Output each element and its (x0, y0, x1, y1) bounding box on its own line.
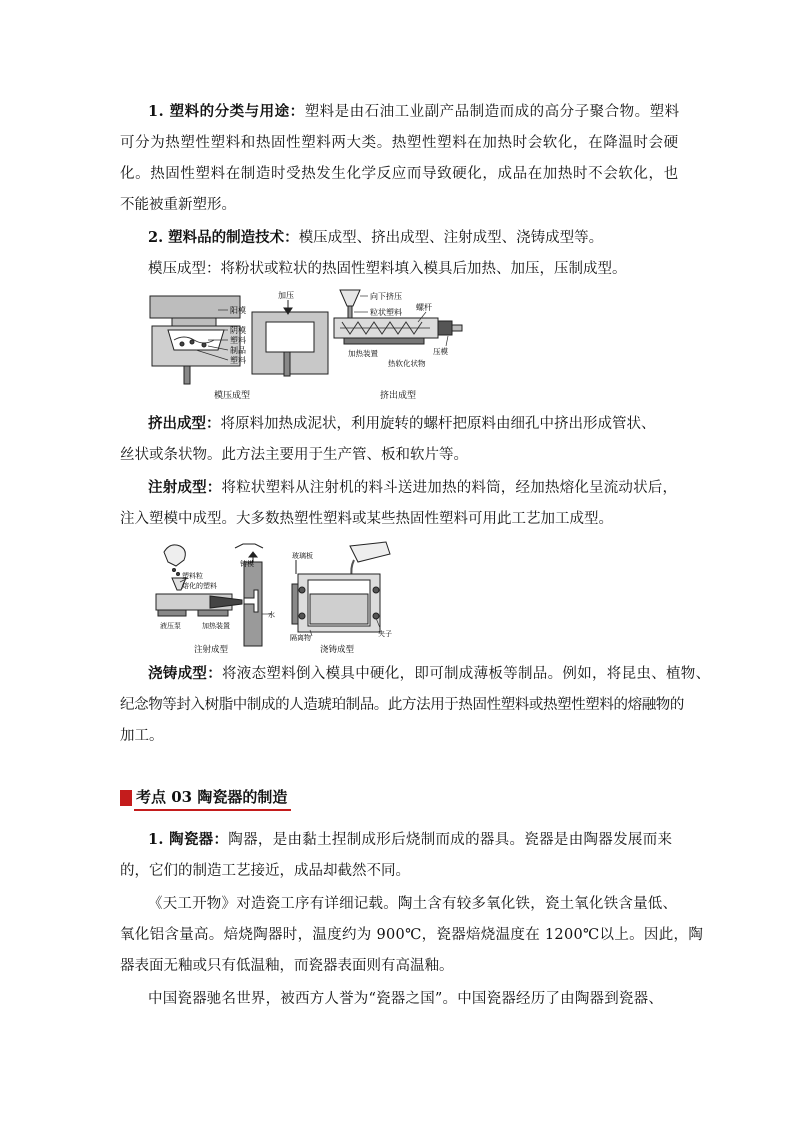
pressed-mold-diagram (252, 300, 328, 376)
label-male-mold: 阳模 (230, 306, 246, 315)
para7-line2: 的，它们的制造工艺接近，成品却截然不同。 (120, 863, 410, 879)
caption-casting: 浇铸成型 (320, 645, 355, 655)
figure-injection-casting (150, 540, 400, 659)
label-granular-plastic: 粒状塑料 (370, 308, 402, 317)
label-plastic-2: 塑料 (230, 356, 246, 365)
label-plastic-1: 塑料 (230, 336, 246, 345)
para1-line3: 化。热固性塑料在制造时受热发生化学反应而导致硬化，成品在加热时不会软化，也 (120, 166, 679, 182)
label-heater: 加热装置 (348, 349, 378, 358)
label-water: 水 (268, 611, 275, 619)
para6-line3: 加工。 (120, 728, 164, 744)
para5-line2: 注入塑模中成型。大多数热塑性塑料或某些热固性塑料可用此工艺加工成型。 (120, 511, 613, 527)
para8-line2: 氧化铝含量高。焙烧陶器时，温度约为 900℃，瓷器焙烧温度在 1200℃以上。因此，陶 (120, 927, 704, 943)
para4-line2: 丝状或条状物。此方法主要用于生产管、板和软片等。 (120, 447, 468, 463)
para1-line4: 不能被重新塑形。 (120, 197, 236, 213)
label-pump: 液压泵 (160, 622, 181, 630)
para7-line1: 1. 陶瓷器：陶器，是由黏土捏制成形后烧制而成的器具。瓷器是由陶器发展而来 (148, 831, 673, 848)
label-heater-2: 加热装置 (202, 622, 230, 630)
label-die: 压模 (433, 347, 448, 356)
para1-line1: 1. 塑料的分类与用途：塑料是由石油工业副产品制造而成的高分子聚合物。塑料 (148, 103, 680, 120)
para4-line1: 挤出成型：将原料加热成泥状，利用旋转的螺杆把原料由细孔中挤出形成管状、 (148, 415, 656, 432)
para8-line3: 器表面无釉或只有低温釉，而瓷器表面则有高温釉。 (120, 958, 454, 974)
label-female-mold: 阴模 (230, 326, 246, 335)
label-cast-mold: 铸模 (240, 560, 254, 568)
label-pellets: 塑料粒 (182, 572, 203, 580)
para3-line: 模压成型：将粉状或粒状的热固性塑料填入模具后加热、加压，压制成型。 (148, 261, 627, 277)
label-press: 加压 (278, 291, 294, 300)
label-molten: 熔化的塑料 (182, 582, 217, 590)
section-heading (120, 787, 291, 809)
heading-accent-bar (120, 790, 132, 806)
label-softened: 热软化状物 (388, 359, 426, 368)
para2-line: 2. 塑料品的制造技术：模压成型、挤出成型、注射成型、浇铸成型等。 (148, 229, 604, 246)
para9-line1: 中国瓷器驰名世界，被西方人誉为“瓷器之国”。中国瓷器经历了由陶器到瓷器、 (148, 991, 664, 1007)
label-clamp: 夹子 (378, 630, 392, 638)
para6-line1: 浇铸成型：将液态塑料倒入模具中硬化，即可制成薄板等制品。例如，将昆虫、植物、 (148, 665, 711, 682)
section-title: 考点 03 陶瓷器的制造 (134, 786, 291, 811)
figure-molding-extrusion (148, 288, 478, 410)
para6-line2: 纪念物等封入树脂中制成的人造琥珀制品。此方法用于热固性塑料或热塑性塑料的熔融物的 (120, 697, 684, 713)
label-push-down: 向下挤压 (370, 292, 402, 301)
para1-line2: 可分为热塑性塑料和热固性塑料两大类。热塑性塑料在加热时会软化，在降温时会硬 (120, 135, 679, 151)
label-screw: 螺杆 (416, 303, 432, 312)
para5-line1: 注射成型：将粒状塑料从注射机的料斗送进加热的料筒，经加热熔化呈流动状后， (148, 479, 678, 496)
label-product: 制品 (230, 346, 246, 355)
caption-extrusion: 挤出成型 (380, 391, 417, 401)
para8-line1: 《天工开物》对造瓷工序有详细记载。陶土含有较多氧化铁，瓷土氧化铁含量低、 (148, 896, 678, 912)
caption-compression: 模压成型 (214, 391, 251, 401)
label-glass-plate: 玻璃板 (292, 552, 313, 560)
label-spacer: 隔离物 (290, 634, 311, 642)
caption-injection: 注射成型 (194, 645, 229, 655)
